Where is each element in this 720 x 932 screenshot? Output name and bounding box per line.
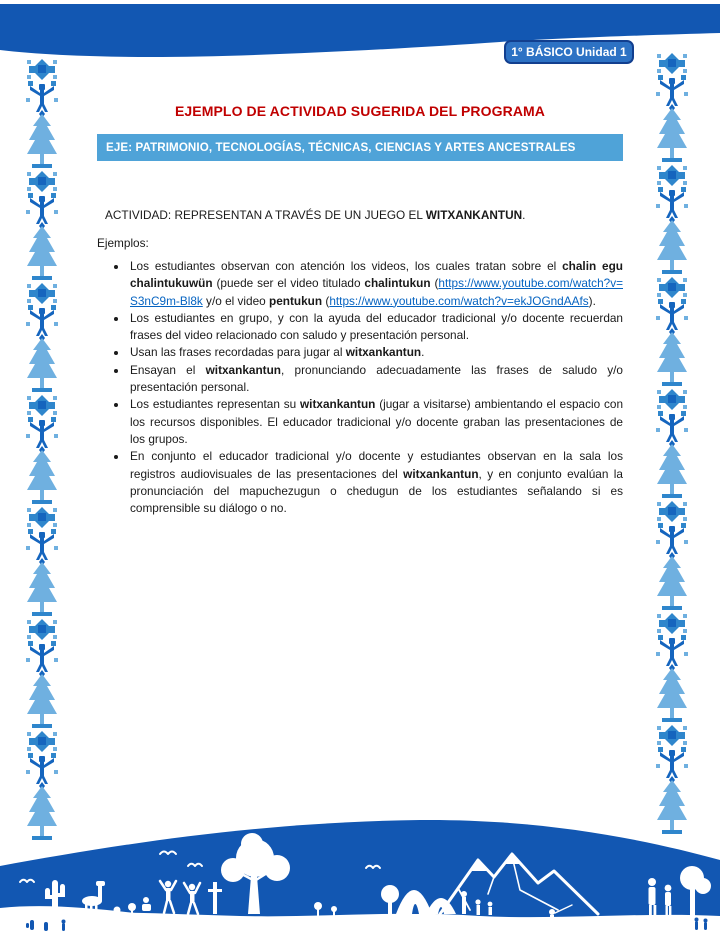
left-border-ornament [24,58,60,842]
text-segment: Usan las frases recordadas para jugar al [130,345,346,360]
activity-keyword: WITXANKANTUN [425,208,523,222]
page-title: EJEMPLO DE ACTIVIDAD SUGERIDA DEL PROGRAMA [174,103,546,119]
content-column [97,0,623,517]
text-segment: (jugar a visitarse) ambientando el espacio con los recursos disponibles. El educador tradicional y/o docente graban las presentaciones de los grupos. [130,397,624,446]
list-item [128,310,623,345]
text-segment: Los estudiantes representan su [130,397,300,412]
eje-banner: EJE: PATRIMONIO, TECNOLOGÍAS, TÉCNICAS, CIENCIAS Y ARTES ANCESTRALES [97,134,623,161]
text-segment: Los estudiantes en grupo, y con la ayuda del educador tradicional y/o docente recuerdan frases del video relacionado con saludo y presentación personal. [130,310,623,343]
youtube-link[interactable]: https://www.youtube.com/watch?v=S3nC9m-Bl8k [130,276,623,308]
list-item [128,258,623,310]
unit-badge: 1° BÁSICO Unidad 1 [504,40,634,64]
text-segment: Los estudiantes observan con atención los videos, los cuales tratan sobre el [130,259,563,273]
text-segment: (puede ser el video titulado [212,276,365,291]
youtube-link[interactable]: https://www.youtube.com/watch?v=ekJOGndAAfs [329,293,589,308]
list-item [128,362,623,397]
list-item [128,448,623,517]
examples-list [97,258,623,517]
text-segment: chalintukun [364,276,431,291]
text-segment: Ensayan el [130,362,206,377]
list-item [128,344,623,361]
text-segment: , y en conjunto evalúan la pronunciación del mapuchezugun o chedugun de los estudiantes señalando si es comprensible su diálogo o no. [130,466,623,516]
activity-line [97,208,623,222]
text-segment: witxankantun [403,466,479,481]
text-segment: witxankantun [205,362,281,377]
text-segment: . [421,345,425,360]
right-border-ornament [654,52,690,836]
text-segment: ). [588,293,596,308]
footer-landscape [0,810,720,932]
text-segment: ( [322,293,330,308]
text-segment: En conjunto el educador tradicional y/o docente y estudiantes observan en la sala los registros audiovisuales de las presentaciones del [130,449,623,481]
text-segment: chalin egu chalintukuwün [130,259,623,291]
text-segment: witxankantun [300,397,376,412]
text-segment: witxankantun [345,345,422,360]
examples-label: Ejemplos: [97,236,149,250]
activity-prefix: ACTIVIDAD: REPRESENTAN A TRAVÉS DE UN JUEGO EL [105,208,426,222]
text-segment: , pronunciando adecuadamente las frases de saludo y/o presentación personal. [130,362,623,395]
activity-suffix: . [522,208,526,222]
text-segment: ( [430,276,439,291]
list-item [128,396,623,448]
text-segment: pentukun [269,293,323,308]
text-segment: y/o el video [202,293,270,308]
